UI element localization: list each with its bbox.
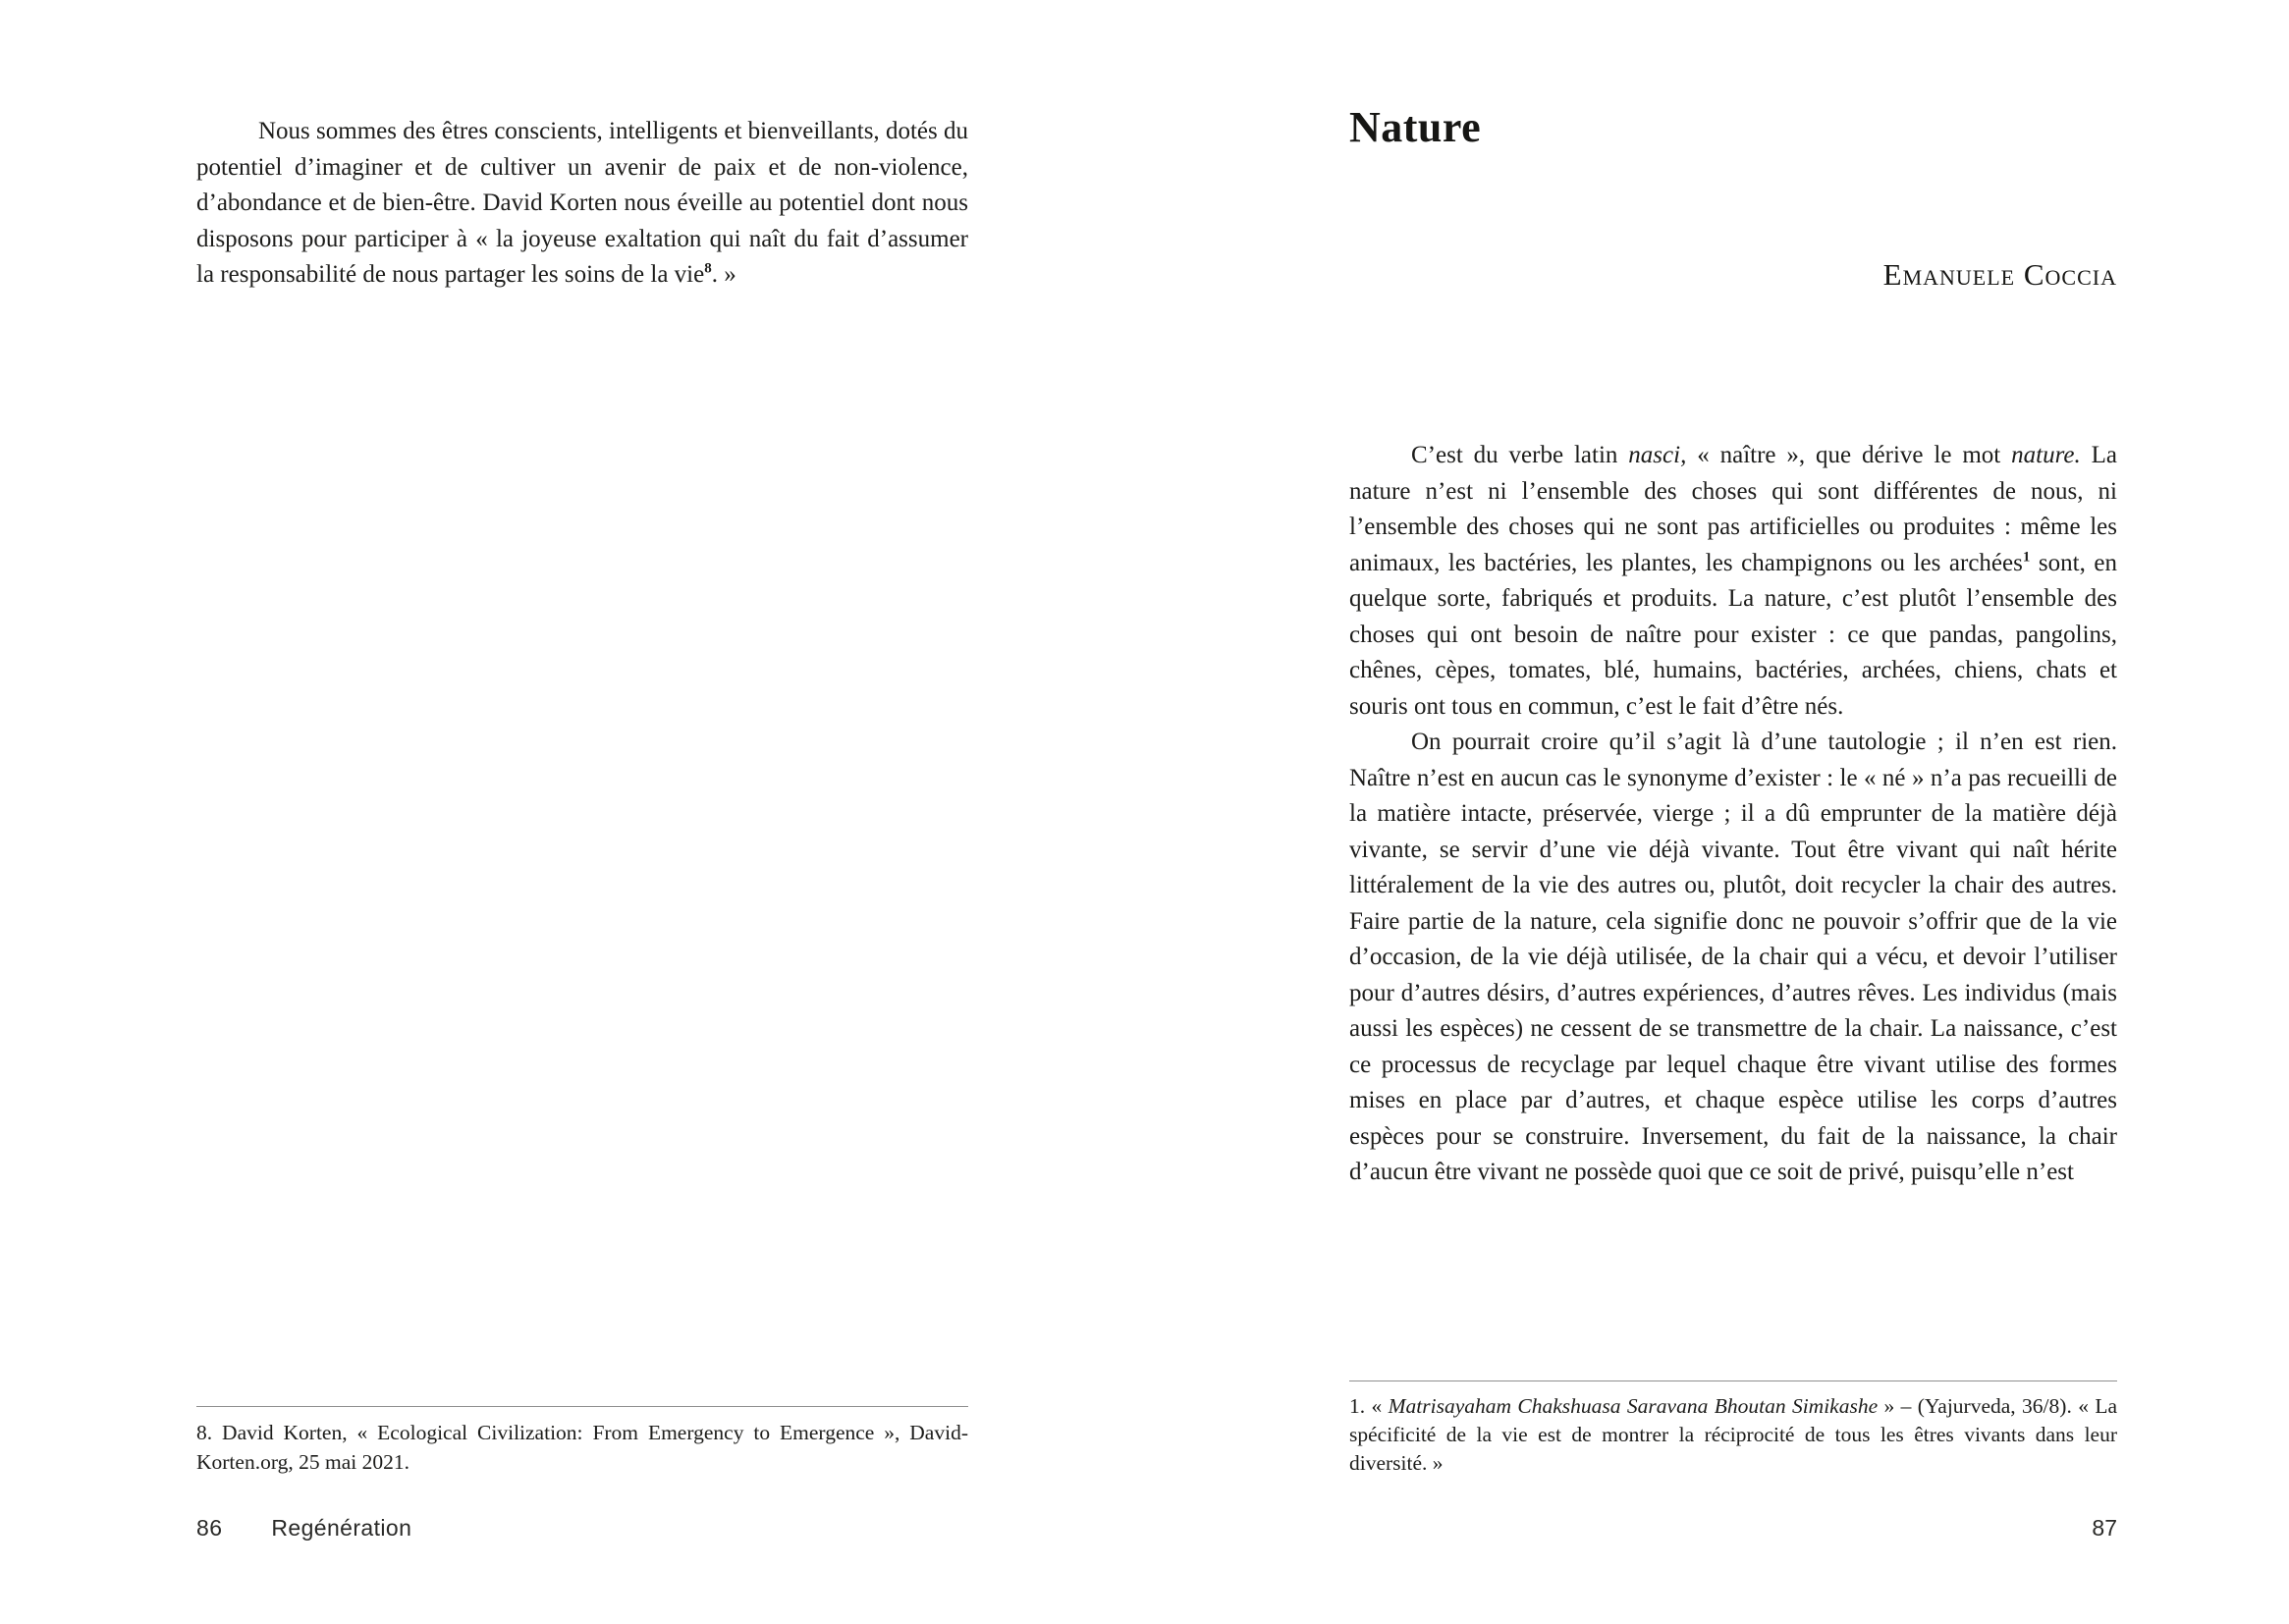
chapter-author: Emanuele Coccia (1882, 257, 2117, 292)
right-page-paragraph-2: On pourrait croire qu’il s’agit là d’une tautologie ; il n’en est rien. Naître n’est en aucun cas le synonyme d’exister : le « né » n’a pas recueilli de la matière intacte, préservée, vierge ; il a dû emprunter de la matière déjà vivante, se servir d’une vie déjà vivante. Tout être vivant qui naît hérite littéralement de la vie des autres ou, plutôt, doit recycler la chair des autres. Faire partie de la nature, cela signifie donc ne pouvoir s’offrir que de la vie d’occasion, de la vie déjà utilisée, de la chair qui a vécu, et devoir l’utiliser pour d’autres désirs, d’autres expériences, d’autres rêves. Les individus (mais aussi les espèces) ne cessent de se transmettre de la chair. La naissance, c’est ce processus de recyclage par lequel chaque être vivant utilise des formes mises en place par d’autres, et chaque espèce utilise les corps d’autres espèces pour se construire. Inversement, du fait de la naissance, la chair d’aucun être vivant ne possède quoi que ce soit de privé, puisqu’elle n’est (1349, 729, 2117, 1185)
right-footnote: 1. « Matrisayaham Chakshuasa Saravana Bhoutan Simikashe » – (Yajurveda, 36/8). « La spécificité de la vie est de montrer la réciprocité de tous les êtres vivants dans leur diversité. » (1349, 1394, 2118, 1475)
left-footnote-divider (196, 1406, 968, 1407)
right-page-body (1349, 438, 2117, 1191)
left-page-number: 86 (196, 1515, 223, 1541)
left-page-paragraph: Nous sommes des êtres conscients, intelligents et bienveillants, dotés du potentiel d’imaginer et de cultiver un avenir de paix et de non-violence, d’abondance et de bien-être. David Korten nous éveille au potentiel dont nous disposons pour participer à « la joyeuse exaltation qui naît du fait d’assumer la responsabilité de nous partager les soins de la vie$^8$. » (196, 118, 968, 288)
left-page-body (196, 114, 968, 294)
right-footnote-divider (1349, 1380, 2117, 1381)
right-page-paragraph-1: C’est du verbe latin nasci, « naître », que dérive le mot nature. La nature n’est ni l’ensemble des choses qui sont différentes de nous, ni l’ensemble des choses qui ne sont pas artificielles ou produites : même les animaux, les bactéries, les plantes, les champignons ou les archées$^1$ sont, en quelque sorte, fabriqués et produits. La nature, c’est plutôt l’ensemble des choses qui ont besoin de naître pour exister : ce que pandas, pangolins, chênes, cèpes, tomates, blé, humains, bactéries, archées, chiens, chats et souris ont tous en commun, c’est le fait d’être nés. (1349, 442, 2117, 720)
chapter-title: Nature (1349, 103, 1482, 151)
right-page-number: 87 (2092, 1515, 2117, 1541)
running-title: Regénération (271, 1515, 412, 1541)
left-footnote: 8. David Korten, « Ecological Civilization: From Emergency to Emergence », David-Korten.org, 25 mai 2021. (196, 1421, 968, 1474)
left-page-footer (196, 1515, 411, 1542)
